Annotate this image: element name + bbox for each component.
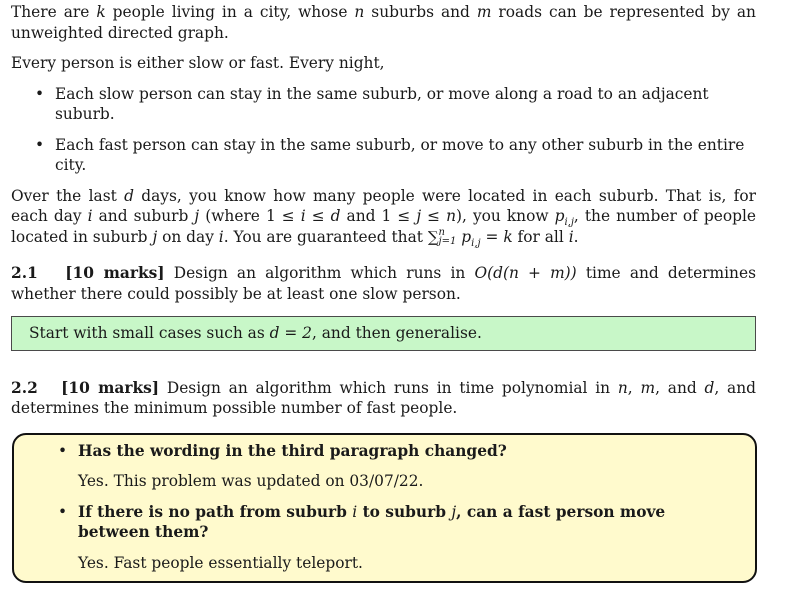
var-p: p [461,227,472,246]
question-marks: [10 marks] [65,264,165,282]
text: ), you know [456,207,555,225]
var-m: m [640,378,656,397]
text: for all [512,227,569,246]
bullet-icon: • [58,502,68,521]
var-n: n [617,378,628,397]
intro-text: suburbs and [364,3,477,21]
text: to suburb [357,502,452,521]
text: Start with small cases such as [29,324,270,342]
faq-question [78,502,737,543]
var-m: m [476,3,492,21]
hint-equation: d = 2 [269,324,312,342]
question-2-2 [11,378,756,419]
text: . [573,227,579,246]
var-j: j [152,227,158,246]
text: . You are guaranteed that [223,227,428,246]
question-2-1 [11,263,756,304]
faq-item [32,502,737,574]
text: If there is no path from suburb [78,502,353,521]
var-i: i [568,227,574,246]
var-n: n [354,3,365,21]
var-i: i [352,502,358,521]
text: ≤ [421,207,447,225]
text: Design an algorithm which runs in time polynomial in [159,378,618,397]
var-k: k [503,227,513,246]
subscript-ij: i,j [564,217,574,229]
intro-text: roads can be represented by an unweighted directed graph. [11,3,756,42]
time-complexity: O(d(n + m)) [474,264,577,282]
faq-question: Has the wording in the third paragraph changed? [78,441,507,460]
var-i: i [300,207,306,225]
text: and suburb [92,207,195,225]
var-d: d [704,378,715,397]
fast-rule-item: • Each fast person can stay in the same suburb, or move to any other suburb in the entire city. [11,135,756,176]
data-paragraph [11,186,756,248]
sum-upper: n [438,226,445,238]
text: = [480,227,504,246]
question-number: 2.1 [11,264,38,282]
speed-paragraph: Every person is either slow or fast. Every night, [11,54,385,72]
assignment-page [11,2,756,583]
movement-rules-list [11,84,756,176]
text: , and [655,378,705,397]
text: , the number of people located in suburb [11,207,756,246]
var-k: k [96,3,106,21]
question-number: 2.2 [11,378,38,397]
var-j: j [451,502,457,521]
text: , can a fast person move between them? [78,502,666,541]
faq-answer: Yes. Fast people essentially teleport. [78,553,363,572]
faq-answer: Yes. This problem was updated on 03/07/22. [78,472,424,490]
var-p: p [554,207,565,225]
text: , and determines the minimum possible number of fast people. [11,378,756,417]
var-i: i [218,227,224,246]
subscript-ij: i,j [471,237,481,249]
var-j: j [416,207,422,225]
sum-limits [439,228,457,246]
var-i: i [87,207,93,225]
slow-rule-item: • Each slow person can stay in the same suburb, or move along a road to an adjacent suburb. [11,84,756,125]
var-d: d [124,186,134,205]
faq-box [12,433,757,584]
text: and 1 ≤ [340,207,417,225]
var-d: d [330,207,341,225]
text: time and determines whether there could possibly be at least one slow person. [11,264,756,303]
text: Design an algorithm which runs in [164,264,475,282]
var-j: j [194,207,200,225]
question-marks: [10 marks] [61,378,160,397]
var-n: n [446,207,456,225]
text: days, you know how many people were located in each suburb. That is, for each day [11,186,757,225]
text: , and then generalise. [311,324,482,342]
sum-symbol: ∑ [427,227,439,246]
intro-text: people living in a city, whose [105,3,355,21]
sum-lower: j=1 [438,235,457,247]
text: , [627,378,641,397]
text: (where 1 ≤ [199,207,301,225]
faq-item [32,441,737,492]
hint-box [11,316,756,351]
text: on day [157,227,219,246]
text: ≤ [305,207,331,225]
text: Over the last [11,186,125,205]
intro-text: There are [11,3,97,21]
bullet-icon: • [58,441,68,460]
intro-paragraph [11,2,756,43]
